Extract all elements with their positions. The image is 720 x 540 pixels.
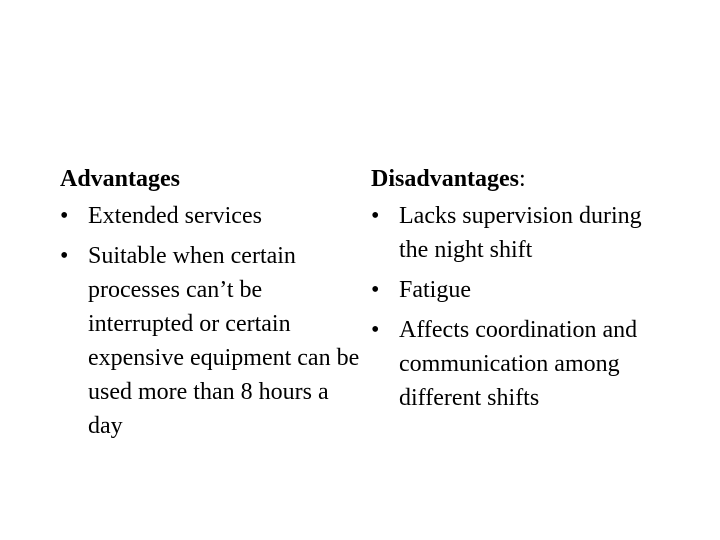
disadvantages-heading-colon: : bbox=[519, 166, 526, 192]
advantages-list bbox=[60, 199, 360, 443]
advantages-column bbox=[60, 161, 360, 449]
list-item bbox=[371, 273, 671, 307]
advantage-item-text: Extended services bbox=[88, 203, 262, 229]
disadvantage-item-text: Fatigue bbox=[399, 277, 471, 303]
advantages-heading: Advantages bbox=[60, 166, 181, 192]
disadvantage-item-text: Affects coordination and communication among different shifts bbox=[399, 317, 638, 411]
bullet-icon: • bbox=[60, 243, 69, 269]
disadvantage-item-text: Lacks supervision during the night shift bbox=[399, 203, 642, 263]
disadvantages-list bbox=[371, 199, 671, 415]
disadvantages-column bbox=[371, 161, 671, 421]
list-item bbox=[60, 239, 360, 443]
bullet-icon: • bbox=[371, 203, 380, 229]
disadvantages-heading-label: Disadvantages bbox=[371, 166, 520, 192]
list-item bbox=[60, 199, 360, 233]
list-item bbox=[371, 313, 671, 415]
list-item bbox=[371, 199, 671, 267]
advantage-item-text: Suitable when certain processes can’t be interrupted or certain expensive equipment can be used more than 8 hours a day bbox=[88, 243, 360, 439]
disadvantages-heading bbox=[371, 161, 671, 197]
bullet-icon: • bbox=[371, 317, 380, 343]
bullet-icon: • bbox=[60, 203, 69, 229]
bullet-icon: • bbox=[371, 277, 380, 303]
